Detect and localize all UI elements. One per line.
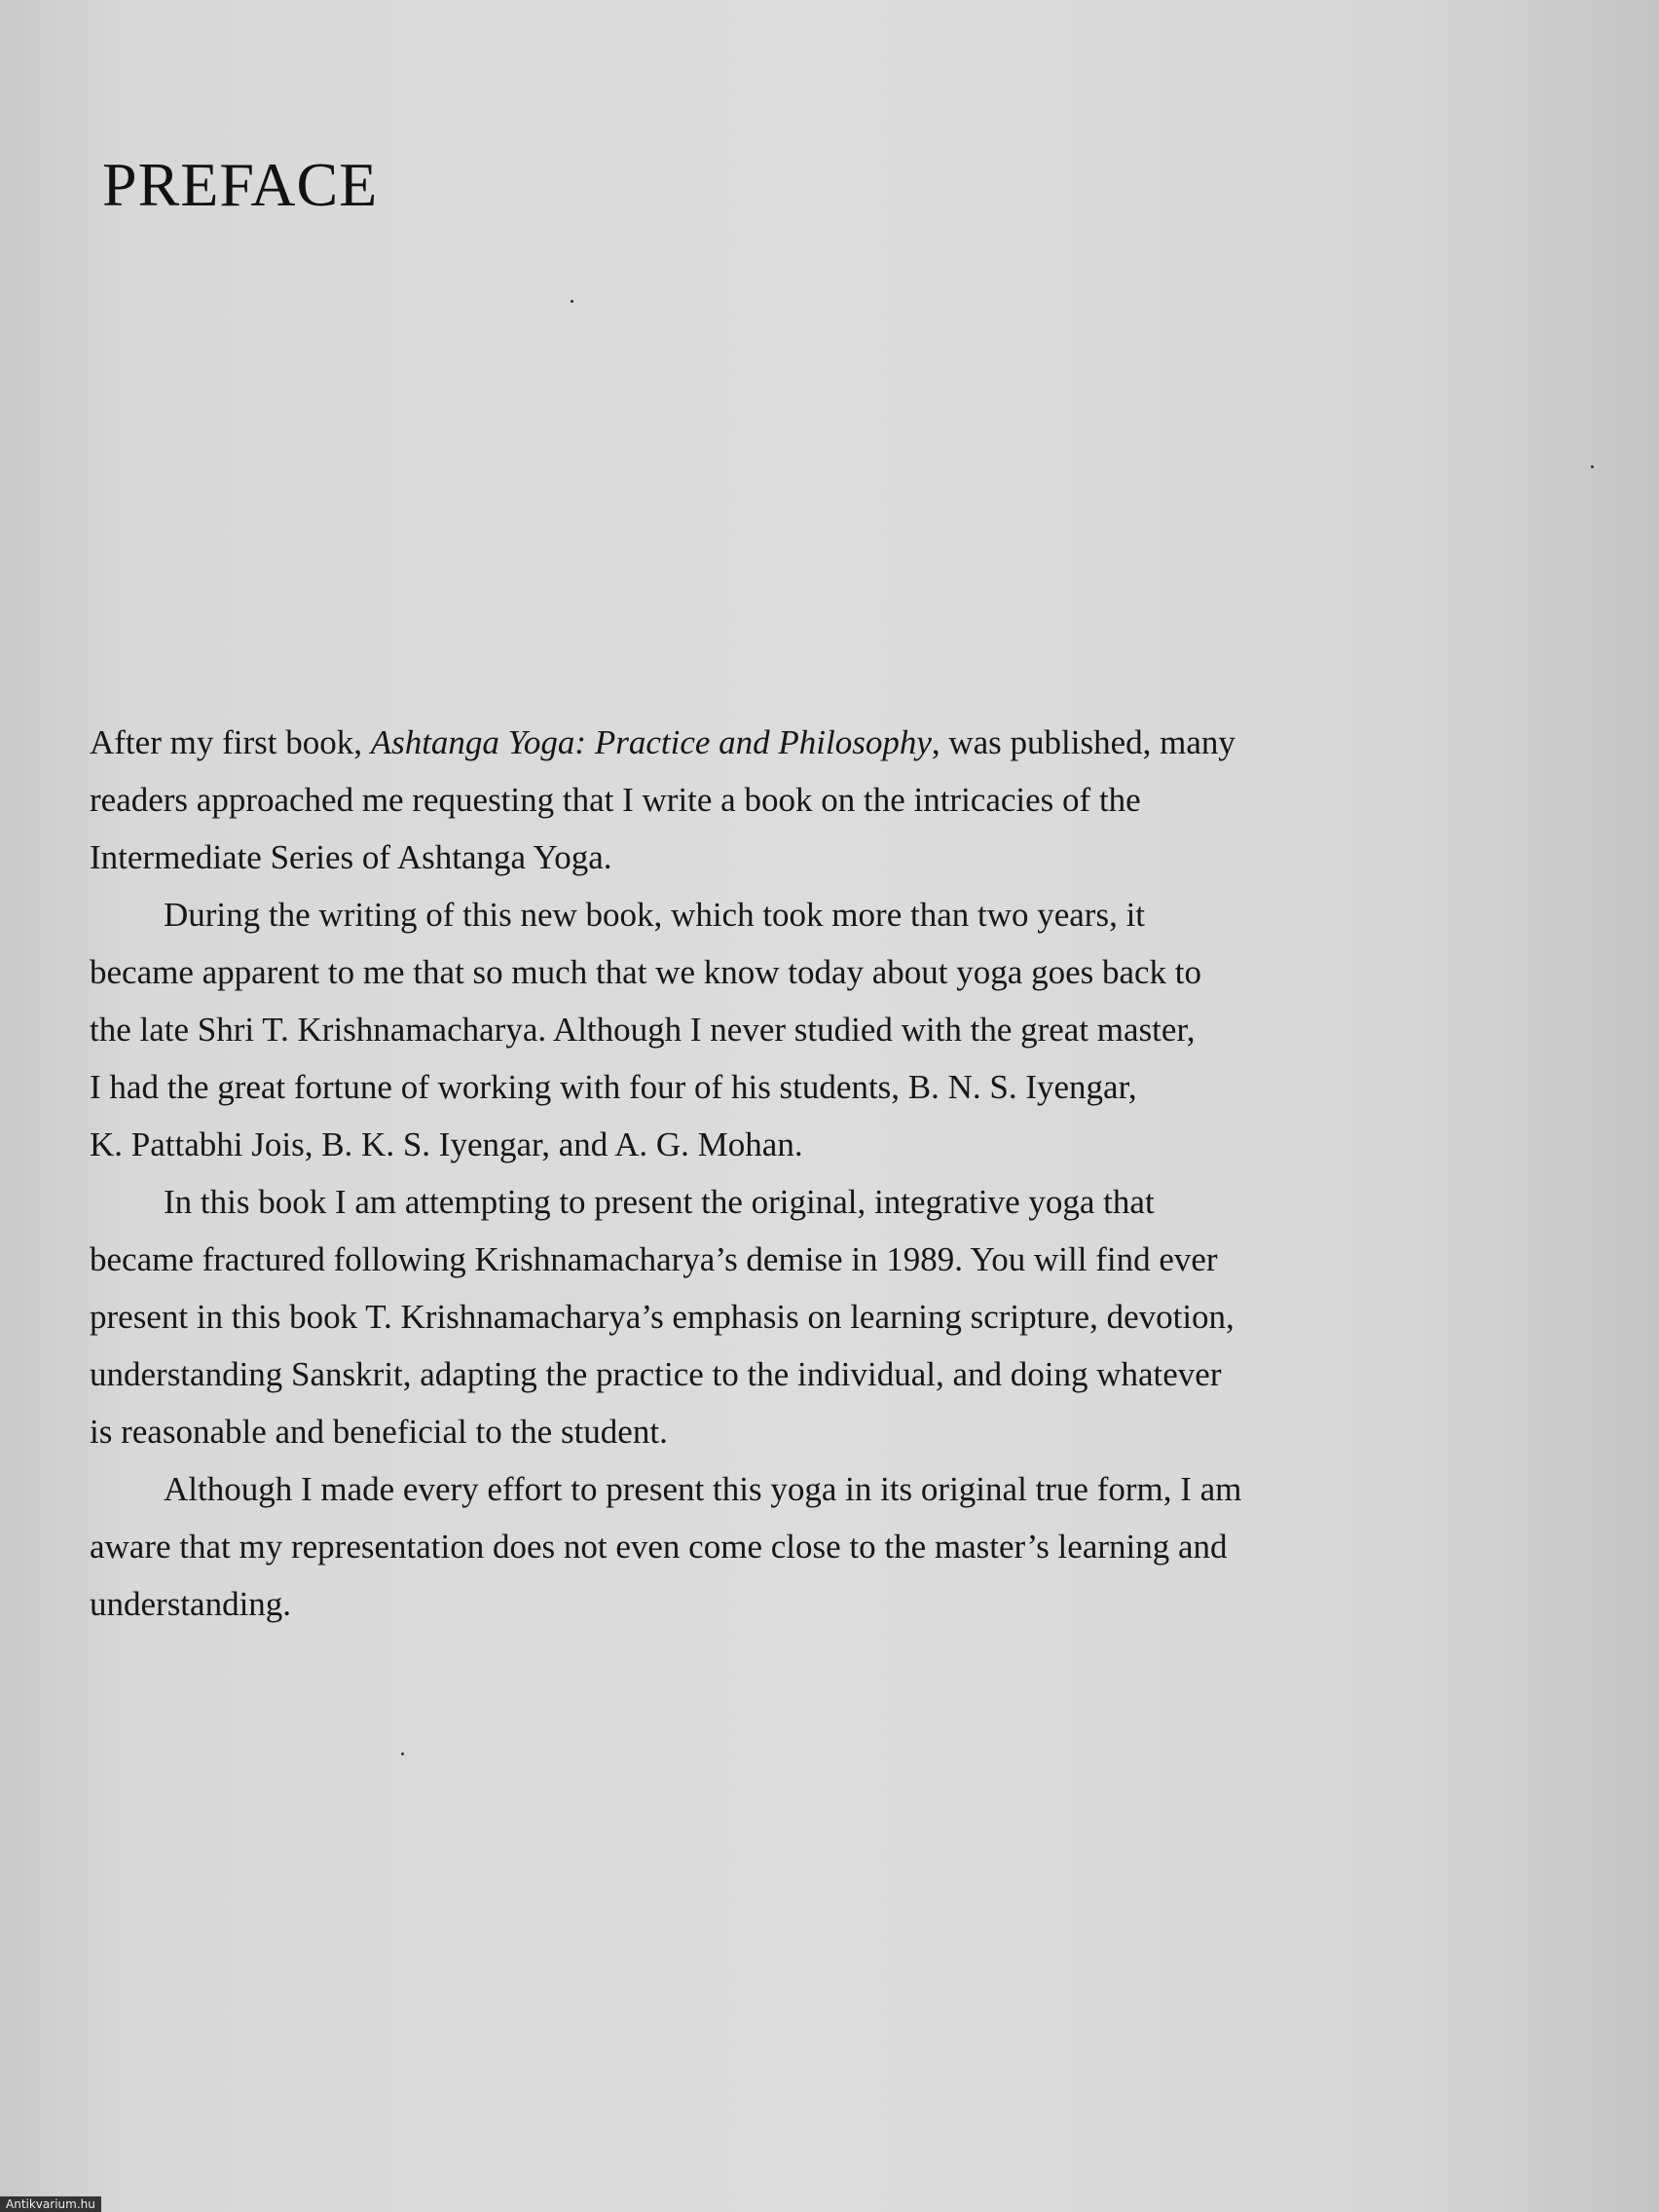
preface-body [90,714,1589,1633]
paper-speck [401,1752,404,1755]
text-run: became fractured following Krishnamacharya’s demise in 1989. You will find ever [90,1240,1218,1278]
text-line [90,714,1589,771]
text-line [90,1575,1589,1633]
book-title: Ashtanga Yoga: Practice and Philosophy [370,723,932,761]
text-run: is reasonable and beneficial to the student. [90,1413,668,1451]
text-line [90,1173,1589,1231]
text-run: became apparent to me that so much that we know today about yoga goes back to [90,953,1202,991]
text-line [90,771,1589,829]
text-line [90,1231,1589,1288]
text-line [90,943,1589,1001]
text-run: understanding. [90,1585,292,1623]
text-run: present in this book T. Krishnamacharya’s emphasis on learning scripture, devotion, [90,1298,1235,1336]
text-run: In this book I am attempting to present the original, integrative yoga that [164,1183,1155,1221]
text-run: the late Shri T. Krishnamacharya. Although I never studied with the great master, [90,1011,1196,1049]
paper-speck [571,300,573,303]
text-line [90,1460,1589,1518]
text-run: aware that my representation does not even come close to the master’s learning and [90,1528,1228,1566]
text-line [90,1346,1589,1403]
text-run: I had the great fortune of working with four of his students, B. N. S. Iyengar, [90,1068,1137,1106]
text-run: Intermediate Series of Ashtanga Yoga. [90,838,612,876]
text-line [90,1001,1589,1058]
paper-speck [1591,465,1594,468]
text-line [90,829,1589,886]
text-line [90,1288,1589,1346]
text-run: readers approached me requesting that I write a book on the intricacies of the [90,781,1141,819]
text-line [90,886,1589,943]
text-line [90,1058,1589,1116]
page-heading: PREFACE [102,149,379,219]
text-run: During the writing of this new book, which took more than two years, it [164,896,1146,934]
text-run: Although I made every effort to present this yoga in its original true form, I am [164,1470,1242,1508]
text-run: After my first book, [90,723,371,761]
text-line [90,1403,1589,1460]
watermark-label: Antikvarium.hu [0,2196,101,2212]
text-line [90,1518,1589,1575]
text-run: K. Pattabhi Jois, B. K. S. Iyengar, and A. G. Mohan. [90,1125,803,1163]
text-run: understanding Sanskrit, adapting the practice to the individual, and doing whatever [90,1355,1222,1393]
text-run: , was published, many [931,723,1235,761]
text-line [90,1116,1589,1173]
